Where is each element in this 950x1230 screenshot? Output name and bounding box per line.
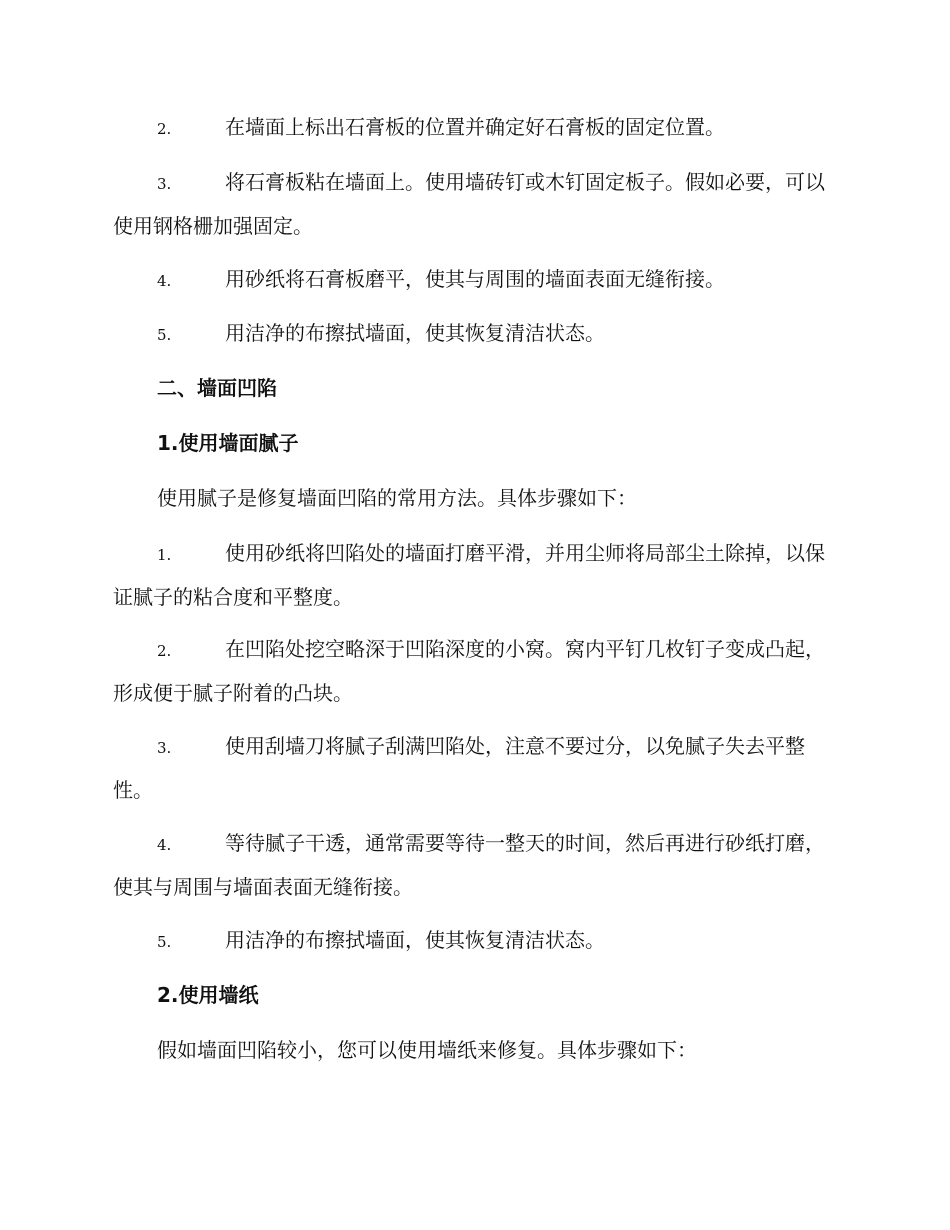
list-number: 3. — [157, 175, 172, 193]
list-item — [113, 106, 835, 150]
paragraph: 假如墙面凹陷较小，您可以使用墙纸来修复。具体步骤如下： — [157, 1038, 697, 1062]
list-text: 使用刮墙刀将腻子刮满凹陷处，注意不要过分，以免腻子失去平整性。 — [113, 734, 805, 802]
list-number: 4. — [157, 272, 172, 290]
subsection-heading: 1.使用墙面腻子 — [157, 431, 299, 455]
list-item — [113, 312, 835, 356]
list-text: 用洁净的布擦拭墙面，使其恢复清洁状态。 — [225, 321, 605, 345]
list-number: 2. — [157, 120, 172, 138]
list-number: 3. — [157, 739, 172, 757]
list-text: 用洁净的布擦拭墙面，使其恢复清洁状态。 — [225, 928, 605, 952]
list-item — [113, 532, 835, 618]
list-number: 5. — [157, 933, 172, 951]
subsection-heading: 2.使用墙纸 — [157, 983, 259, 1007]
list-text: 用砂纸将石膏板磨平，使其与周围的墙面表面无缝衔接。 — [225, 267, 725, 291]
paragraph: 使用腻子是修复墙面凹陷的常用方法。具体步骤如下： — [157, 486, 637, 510]
list-item — [113, 258, 835, 302]
list-text: 使用砂纸将凹陷处的墙面打磨平滑，并用尘师将局部尘土除掉，以保证腻子的粘合度和平整度。 — [113, 541, 825, 609]
list-text: 将石膏板粘在墙面上。使用墙砖钉或木钉固定板子。假如必要，可以使用钢格栅加强固定。 — [113, 170, 825, 238]
list-number: 2. — [157, 642, 172, 660]
list-item — [113, 628, 835, 714]
section-heading: 二、墙面凹陷 — [157, 376, 277, 400]
list-item — [113, 919, 835, 963]
list-text: 在凹陷处挖空略深于凹陷深度的小窝。窝内平钉几枚钉子变成凸起，形成便于腻子附着的凸块。 — [113, 637, 825, 705]
list-number: 5. — [157, 326, 172, 344]
list-item — [113, 822, 835, 908]
list-item — [113, 161, 835, 247]
list-text: 等待腻子干透，通常需要等待一整天的时间，然后再进行砂纸打磨，使其与周围与墙面表面无缝衔接。 — [113, 831, 825, 899]
list-item — [113, 725, 835, 811]
list-number: 1. — [157, 546, 172, 564]
list-number: 4. — [157, 836, 172, 854]
list-text: 在墙面上标出石膏板的位置并确定好石膏板的固定位置。 — [225, 115, 725, 139]
